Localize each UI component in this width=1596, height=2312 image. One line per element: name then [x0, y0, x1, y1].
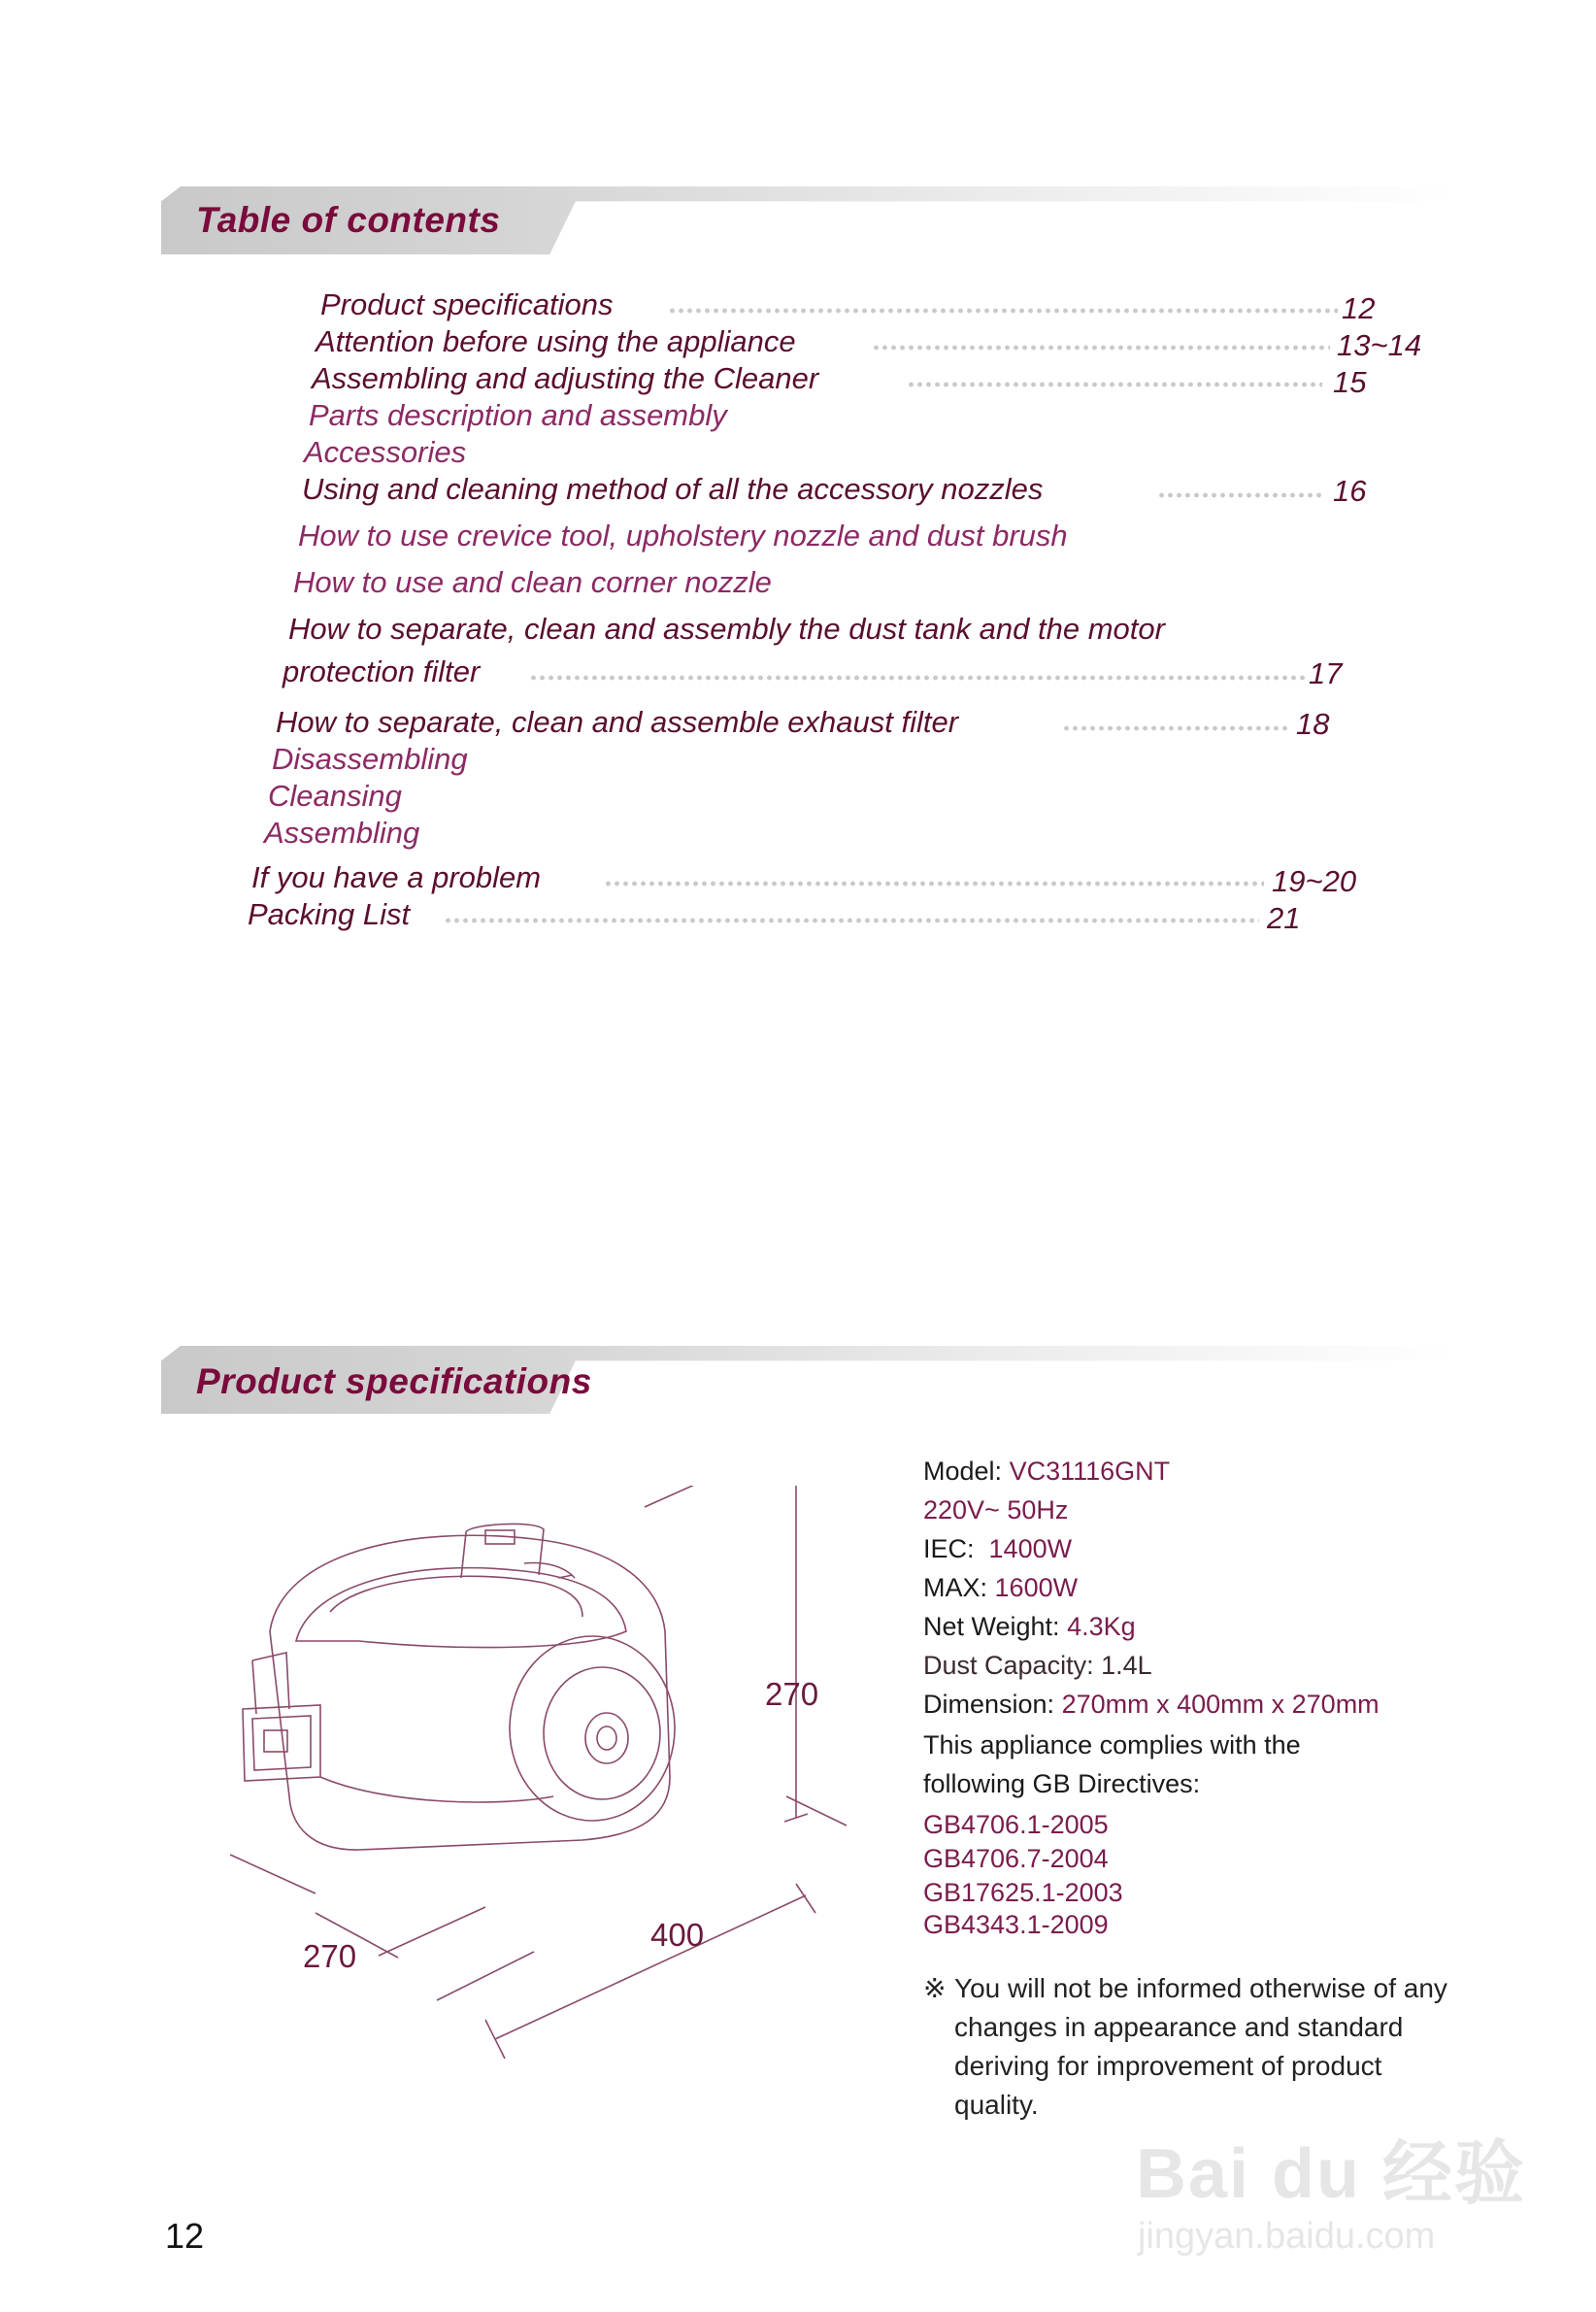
toc-entry[interactable]: Assembling and adjusting the Cleaner	[312, 361, 819, 395]
toc-page: 12	[1342, 291, 1376, 325]
dimension-length-label: 400	[650, 1917, 705, 1953]
toc-leader	[529, 675, 1306, 681]
toc-entry[interactable]: Product specifications	[320, 287, 614, 321]
page-number: 12	[165, 2216, 205, 2256]
toc-leader	[907, 382, 1322, 387]
toc-leader	[1062, 725, 1291, 731]
toc-entry[interactable]: Using and cleaning method of all the accessory nozzles	[302, 472, 1044, 506]
directive-item: GB4706.7-2004	[923, 1844, 1109, 1873]
spec-dimension	[923, 1690, 1380, 1720]
spec-iec-value: 1400W	[988, 1534, 1073, 1563]
baidu-watermark-url: jingyan.baidu.com	[1138, 2216, 1436, 2257]
toc-page: 19~20	[1272, 864, 1357, 898]
dimension-depth-label: 270	[303, 1938, 357, 1974]
directive-item: GB17625.1-2003	[923, 1878, 1123, 1907]
toc-entry[interactable]: Packing List	[248, 897, 411, 931]
toc-page: 18	[1296, 707, 1330, 741]
spec-voltage	[923, 1495, 1068, 1525]
vacuum-cleaner-figure	[214, 1486, 874, 2068]
toc-page: 16	[1333, 474, 1367, 508]
toc-title: Table of contents	[196, 200, 501, 240]
toc-subentry[interactable]: Accessories	[304, 435, 467, 469]
spec-weight	[923, 1612, 1136, 1642]
baidu-watermark-logo: Bai du 经验	[1136, 2135, 1527, 2213]
toc-subentry[interactable]: How to use crevice tool, upholstery nozzle and dust brush	[298, 519, 1068, 553]
improvement-note-text: You will not be informed otherwise of any changes in appearance and standard deriving for improvement of product quality.	[954, 1973, 1447, 2120]
toc-subentry[interactable]: Disassembling	[272, 742, 468, 776]
toc-page: 17	[1309, 656, 1343, 690]
toc-leader	[604, 881, 1264, 887]
toc-page: 13~14	[1337, 328, 1422, 362]
spec-voltage-value: 220V~ 50Hz	[923, 1495, 1069, 1525]
toc-leader	[444, 918, 1259, 923]
dimension-height-label: 270	[765, 1676, 819, 1712]
improvement-note	[923, 1969, 1467, 2125]
toc-entry[interactable]: If you have a problem	[251, 860, 542, 894]
reference-mark-icon: ※	[923, 1973, 947, 2003]
spec-iec-label: IEC:	[923, 1534, 975, 1563]
spec-max-label: MAX:	[923, 1573, 988, 1602]
toc-subentry[interactable]: Parts description and assembly	[309, 398, 727, 432]
spec-complies-line1: This appliance complies with the	[923, 1730, 1301, 1759]
spec-complies-line2: following GB Directives:	[923, 1769, 1201, 1798]
directive-item: GB4343.1-2009	[923, 1910, 1109, 1939]
spec-model-value: VC31116GNT	[1009, 1457, 1171, 1486]
toc-entry[interactable]: Attention before using the appliance	[316, 324, 796, 358]
toc-leader	[872, 345, 1330, 351]
toc-leader	[668, 308, 1338, 314]
spec-dust-value: Dust Capacity: 1.4L	[923, 1651, 1152, 1680]
spec-dimension-value: 270mm x 400mm x 270mm	[1061, 1690, 1380, 1719]
toc-banner	[161, 186, 1456, 254]
toc-entry[interactable]: protection filter	[283, 654, 481, 688]
spec-dimension-label: Dimension:	[923, 1690, 1055, 1719]
toc-entry[interactable]: How to separate, clean and assembly the dust tank and the motor	[288, 612, 1165, 646]
spec-iec	[923, 1534, 1072, 1564]
toc-page: 21	[1267, 901, 1301, 935]
spec-max-value: 1600W	[994, 1573, 1079, 1602]
specs-banner	[161, 1346, 1456, 1414]
directive-item: GB4706.1-2005	[923, 1810, 1109, 1839]
vacuum-cleaner-drawing	[214, 1486, 874, 2068]
spec-model	[923, 1457, 1170, 1487]
spec-max	[923, 1573, 1078, 1603]
spec-model-label: Model:	[923, 1457, 1003, 1486]
toc-subentry[interactable]: Cleansing	[268, 779, 402, 813]
toc-page: 15	[1333, 365, 1367, 399]
spec-weight-label: Net Weight:	[923, 1612, 1060, 1641]
specs-title: Product specifications	[196, 1361, 592, 1401]
toc-subentry[interactable]: Assembling	[264, 816, 420, 850]
toc-subentry[interactable]: How to use and clean corner nozzle	[293, 565, 772, 599]
spec-weight-value: 4.3Kg	[1067, 1612, 1136, 1641]
spec-dust	[923, 1651, 1152, 1681]
toc-entry[interactable]: How to separate, clean and assemble exhaust filter	[276, 705, 959, 739]
toc-leader	[1157, 492, 1322, 498]
